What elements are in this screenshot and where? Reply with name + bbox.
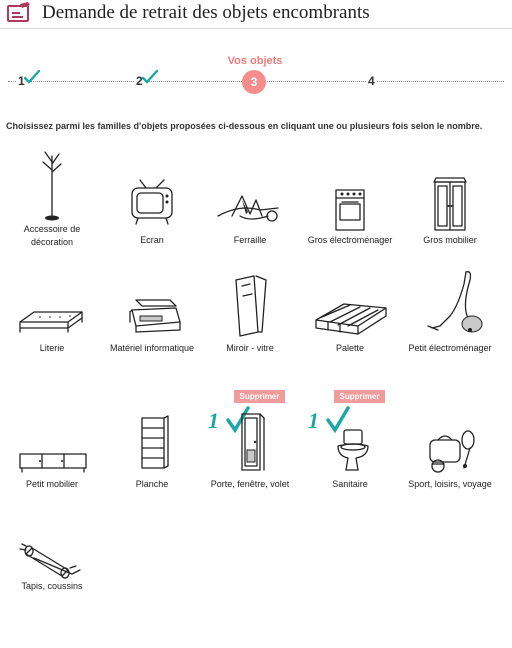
item-sport-loisirs-voyage[interactable] bbox=[400, 420, 500, 530]
pallet-icon bbox=[310, 298, 390, 340]
mattress-icon bbox=[12, 300, 92, 340]
low-cabinet-icon bbox=[12, 446, 92, 476]
item-petit-electromenager[interactable] bbox=[400, 266, 500, 376]
item-label: Accessoire de bbox=[23, 224, 81, 234]
item-label: Ferraille bbox=[233, 235, 267, 245]
step-1[interactable]: 1 bbox=[18, 74, 25, 88]
printer-icon bbox=[112, 292, 192, 340]
item-label: Sanitaire bbox=[332, 479, 368, 489]
item-ferraille[interactable] bbox=[200, 170, 300, 280]
item-ecran[interactable] bbox=[102, 170, 202, 280]
toilet-icon bbox=[310, 428, 390, 474]
vacuum-cleaner-icon bbox=[410, 266, 490, 338]
item-porte-fenetre-volet[interactable] bbox=[200, 390, 300, 500]
item-tapis-coussins[interactable] bbox=[2, 538, 102, 648]
item-miroir-vitre[interactable] bbox=[200, 272, 300, 382]
shelf-icon bbox=[112, 412, 192, 472]
tv-screen-icon bbox=[112, 178, 192, 228]
item-gros-electromenager[interactable] bbox=[300, 170, 400, 280]
mirror-glass-icon bbox=[210, 272, 290, 338]
scrap-metal-icon bbox=[210, 186, 290, 236]
item-label: Planche bbox=[135, 479, 169, 489]
step-3-caption: Vos objets bbox=[227, 55, 283, 67]
progress-stepper bbox=[0, 50, 512, 100]
item-label: Petit électroménager bbox=[408, 343, 492, 353]
item-label: Palette bbox=[335, 343, 365, 353]
item-label-line2: décoration bbox=[30, 237, 74, 247]
item-sanitaire[interactable] bbox=[300, 390, 400, 500]
door-icon bbox=[210, 410, 290, 474]
item-label: Gros électroménager bbox=[307, 235, 393, 245]
step-3-active[interactable]: 3 bbox=[242, 70, 266, 94]
step-2-check-icon bbox=[142, 70, 158, 84]
item-label: Sport, loisirs, voyage bbox=[408, 479, 492, 489]
item-petit-mobilier[interactable] bbox=[2, 430, 102, 540]
sanitary-quantity: 1 bbox=[308, 408, 319, 433]
item-literie[interactable] bbox=[2, 290, 102, 400]
item-label: Porte, fenêtre, volet bbox=[210, 479, 290, 489]
item-label: Miroir - vitre bbox=[226, 343, 274, 353]
item-label: Matériel informatique bbox=[109, 343, 195, 353]
rolled-rug-icon bbox=[12, 540, 92, 580]
item-accessoire-decoration[interactable] bbox=[2, 148, 102, 258]
door-quantity: 1 bbox=[208, 408, 219, 433]
delete-door-button[interactable]: Supprimer bbox=[234, 390, 285, 403]
page-header bbox=[0, 0, 512, 29]
delete-sanitary-button[interactable]: Supprimer bbox=[334, 390, 385, 403]
item-palette[interactable] bbox=[300, 290, 400, 400]
item-label: Ecran bbox=[140, 235, 164, 245]
page-title: Demande de retrait des objets encombrants bbox=[42, 2, 370, 23]
item-label: Gros mobilier bbox=[423, 235, 477, 245]
step-2[interactable]: 2 bbox=[136, 74, 143, 88]
item-label: Tapis, coussins bbox=[21, 581, 83, 591]
item-materiel-informatique[interactable] bbox=[102, 290, 202, 400]
item-label: Petit mobilier bbox=[25, 479, 79, 489]
step-4: 4 bbox=[368, 74, 375, 88]
step-1-check-icon bbox=[24, 70, 40, 84]
sport-gear-icon bbox=[410, 426, 490, 474]
coat-rack-icon bbox=[12, 148, 92, 228]
instructions-text: Choisissez parmi les familles d'objets proposées ci-dessous en cliquant une ou plusieurs fois selon le nombre. bbox=[6, 121, 483, 131]
oven-icon bbox=[310, 184, 390, 234]
item-label: Literie bbox=[39, 343, 65, 353]
form-pencil-icon bbox=[6, 1, 32, 23]
item-planche[interactable] bbox=[102, 412, 202, 522]
wardrobe-icon bbox=[410, 176, 490, 234]
